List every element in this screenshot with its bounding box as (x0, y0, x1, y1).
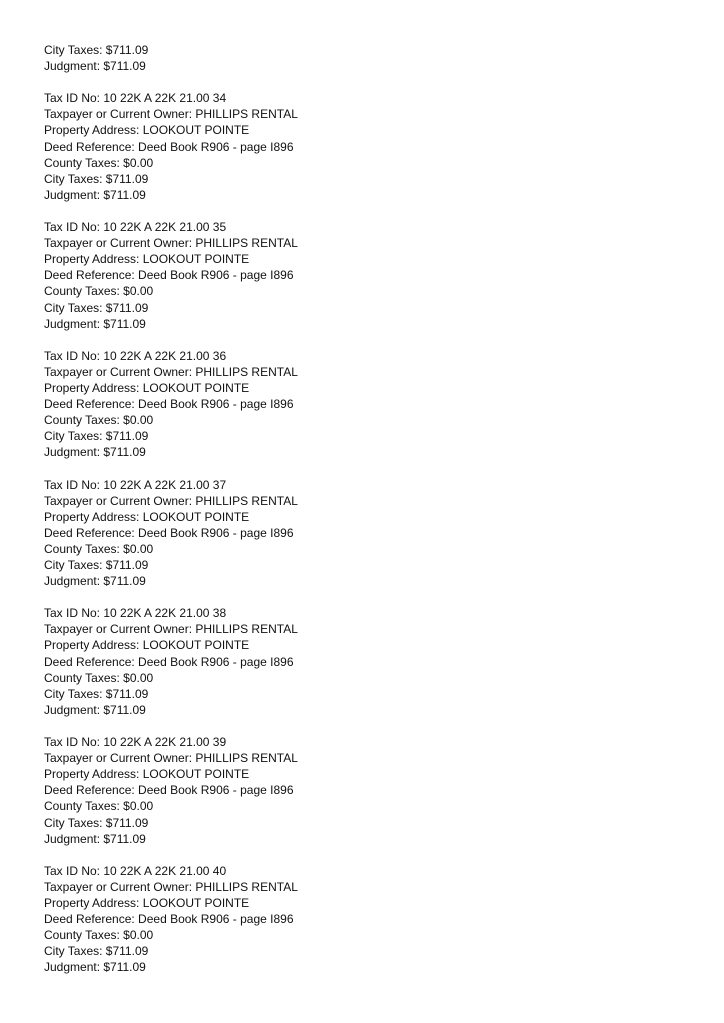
county-taxes: County Taxes: $0.00 (44, 928, 154, 943)
county-taxes: County Taxes: $0.00 (44, 284, 154, 299)
city-taxes: City Taxes: $711.09 (44, 300, 149, 315)
deed-reference: Deed Reference: Deed Book R906 - page I896 (44, 397, 294, 412)
document-page (44, 42, 664, 975)
property-address: Property Address: LOOKOUT POINTE (44, 895, 250, 910)
property-address: Property Address: LOOKOUT POINTE (44, 638, 250, 653)
property-address: Property Address: LOOKOUT POINTE (44, 767, 250, 782)
owner: Taxpayer or Current Owner: PHILLIPS RENTAL (44, 879, 298, 894)
owner: Taxpayer or Current Owner: PHILLIPS RENTAL (44, 493, 298, 508)
city-taxes: City Taxes: $711.09 (44, 43, 149, 57)
owner: Taxpayer or Current Owner: PHILLIPS RENTAL (44, 364, 298, 379)
tax-id: Tax ID No: 10 22K A 22K 21.00 36 (44, 348, 227, 363)
deed-reference: Deed Reference: Deed Book R906 - page I896 (44, 654, 294, 669)
city-taxes: City Taxes: $711.09 (44, 171, 149, 186)
deed-reference: Deed Reference: Deed Book R906 - page I896 (44, 268, 294, 283)
judgment: Judgment: $711.09 (44, 702, 146, 717)
tax-record (44, 863, 664, 976)
tax-id: Tax ID No: 10 22K A 22K 21.00 34 (44, 91, 227, 106)
judgment: Judgment: $711.09 (44, 187, 146, 202)
tax-record (44, 219, 664, 332)
tax-id: Tax ID No: 10 22K A 22K 21.00 40 (44, 863, 227, 878)
owner: Taxpayer or Current Owner: PHILLIPS RENTAL (44, 236, 298, 251)
judgment: Judgment: $711.09 (44, 574, 146, 589)
tax-record (44, 734, 664, 847)
county-taxes: County Taxes: $0.00 (44, 155, 154, 170)
judgment: Judgment: $711.09 (44, 831, 146, 846)
judgment: Judgment: $711.09 (44, 59, 146, 74)
tax-id: Tax ID No: 10 22K A 22K 21.00 39 (44, 735, 227, 750)
tax-id: Tax ID No: 10 22K A 22K 21.00 38 (44, 606, 227, 621)
deed-reference: Deed Reference: Deed Book R906 - page I896 (44, 525, 294, 540)
county-taxes: County Taxes: $0.00 (44, 541, 154, 556)
property-address: Property Address: LOOKOUT POINTE (44, 252, 250, 267)
judgment: Judgment: $711.09 (44, 316, 146, 331)
judgment: Judgment: $711.09 (44, 960, 146, 975)
tax-record (44, 348, 664, 461)
tax-record (44, 605, 664, 718)
owner: Taxpayer or Current Owner: PHILLIPS RENTAL (44, 622, 298, 637)
city-taxes: City Taxes: $711.09 (44, 944, 149, 959)
city-taxes: City Taxes: $711.09 (44, 558, 149, 572)
deed-reference: Deed Reference: Deed Book R906 - page I896 (44, 912, 294, 927)
property-address: Property Address: LOOKOUT POINTE (44, 123, 250, 138)
city-taxes: City Taxes: $711.09 (44, 429, 149, 444)
property-address: Property Address: LOOKOUT POINTE (44, 380, 250, 395)
tax-record (44, 477, 664, 590)
county-taxes: County Taxes: $0.00 (44, 413, 154, 428)
property-address: Property Address: LOOKOUT POINTE (44, 509, 250, 524)
city-taxes: City Taxes: $711.09 (44, 686, 149, 701)
county-taxes: County Taxes: $0.00 (44, 799, 154, 814)
partial-record (44, 42, 664, 74)
owner: Taxpayer or Current Owner: PHILLIPS RENTAL (44, 107, 298, 122)
county-taxes: County Taxes: $0.00 (44, 670, 154, 685)
tax-record (44, 90, 664, 203)
tax-id: Tax ID No: 10 22K A 22K 21.00 37 (44, 477, 227, 492)
tax-id: Tax ID No: 10 22K A 22K 21.00 35 (44, 220, 227, 235)
city-taxes: City Taxes: $711.09 (44, 815, 149, 830)
judgment: Judgment: $711.09 (44, 445, 146, 460)
owner: Taxpayer or Current Owner: PHILLIPS RENTAL (44, 751, 298, 766)
deed-reference: Deed Reference: Deed Book R906 - page I896 (44, 783, 294, 798)
deed-reference: Deed Reference: Deed Book R906 - page I896 (44, 139, 294, 154)
